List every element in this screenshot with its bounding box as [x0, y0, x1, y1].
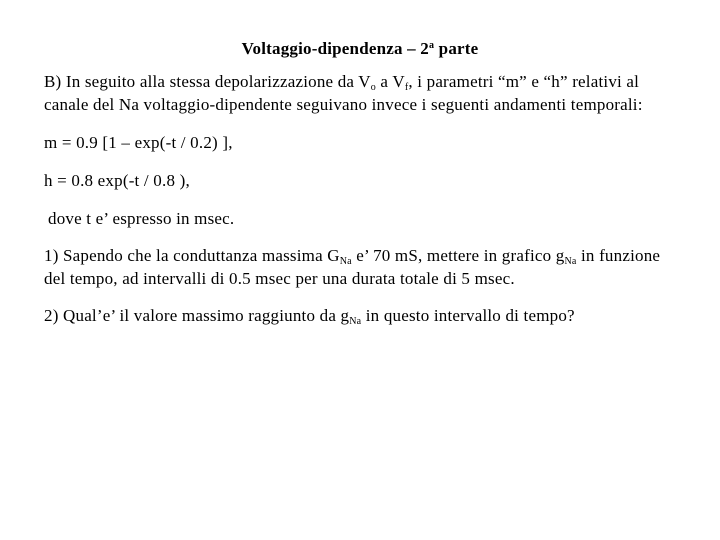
intro-paragraph: [44, 70, 684, 116]
q1-text-1: 1) Sapendo che la conduttanza massima G: [44, 246, 340, 265]
slide-title: [0, 38, 720, 60]
intro-text-3: , i parametri “m” e “h” relativi al canale del Na voltaggio-dipendente seguivano invece i seguenti andamenti temporali:: [44, 72, 643, 114]
q1-subscript-na-2: Na: [564, 256, 577, 267]
equation-m: m = 0.9 [1 – exp(-t / 0.2) ],: [44, 133, 233, 152]
q1-text-2: e’ 70 mS, mettere in grafico g: [351, 246, 565, 265]
q2-subscript-na: Na: [349, 316, 362, 327]
q1-text-3: in funzione del tempo, ad intervalli di 0.5 msec per una durata totale di 5 msec.: [44, 246, 661, 288]
title-superscript: a: [429, 40, 435, 51]
title-tail: parte: [434, 39, 479, 58]
slide-body: [44, 70, 684, 327]
intro-subscript-f: f: [404, 82, 409, 93]
q1-subscript-na-1: Na: [339, 256, 352, 267]
title-main: Voltaggio-dipendenza – 2: [241, 39, 430, 58]
equation-h: h = 0.8 exp(-t / 0.8 ),: [44, 171, 190, 190]
question-1: [44, 244, 684, 290]
intro-text-1: B) In seguito alla stessa depolarizzazione da V: [44, 72, 371, 91]
q2-text-1: 2) Qual’e’ il valore massimo raggiunto da g: [44, 306, 350, 325]
units-note: dove t e’ espresso in msec.: [48, 209, 235, 228]
intro-subscript-o: o: [370, 82, 376, 93]
q2-text-2: in questo intervallo di tempo?: [361, 306, 575, 325]
intro-text-2: a V: [375, 72, 405, 91]
question-2: [44, 304, 684, 327]
